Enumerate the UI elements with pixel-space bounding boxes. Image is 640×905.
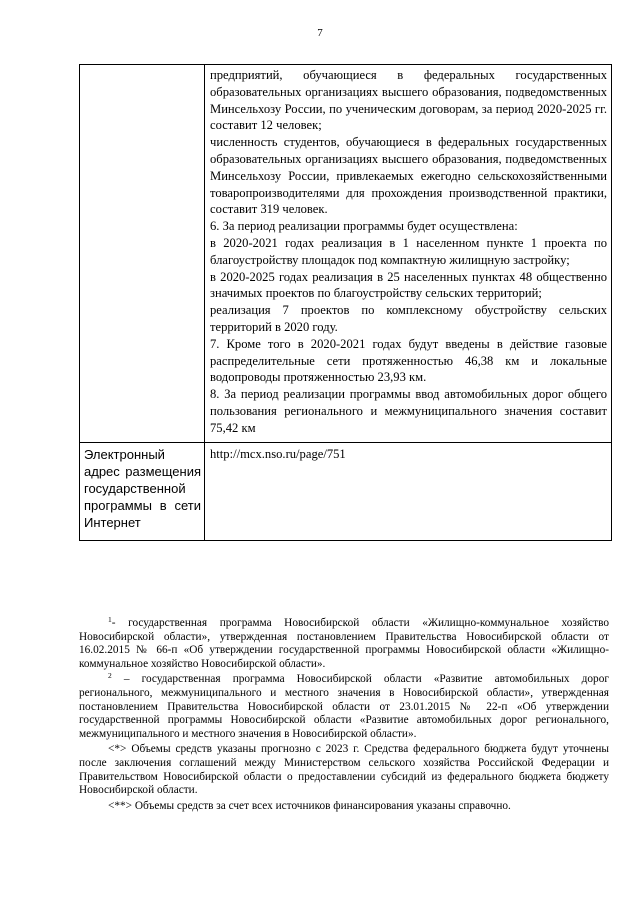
- footnote: [79, 673, 609, 741]
- table-row: [80, 65, 612, 443]
- footnote-text: <*> Объемы средств указаны прогнозно с 2023 г. Средства федерального бюджета будут уточнены после заключения соглашений между Министерством сельского хозяйства Российской Федерации и Правительством Новосибирской области о предоставлении субсидий из федерального бюджета бюджету Новосибирской области.: [79, 743, 609, 797]
- footnote: [79, 800, 609, 814]
- footnote-marker: 2: [108, 671, 112, 681]
- table-row: [80, 442, 612, 540]
- paragraph: 8. За период реализации программы ввод автомобильных дорог общего пользования регионального и межмуниципального значения составит 75,42 км: [210, 387, 607, 435]
- table-cell-content: [205, 442, 612, 540]
- row-label: [80, 65, 204, 72]
- paragraph: реализация 7 проектов по комплексному обустройству сельских территорий в 2020 году.: [210, 303, 607, 334]
- footnote-text: – государственная программа Новосибирской области «Развитие автомобильных дорог регионального, межмуниципального и местного значения в Новосибирской области», утвержденная постановлением Правительства Новосибирской области от 23.01.2015 № 22-п «Об утверждении государственной программы Новосибирской области «Развитие автомобильных дорог регионального, межмуниципального и местного значения в Новосибирской области».: [79, 673, 609, 740]
- program-url-link[interactable]: http://mcx.nso.ru/page/751: [210, 446, 346, 461]
- footnote-text: - государственная программа Новосибирской области «Жилищно-коммунальное хозяйство Новосибирской области», утвержденная постановлением Правительства Новосибирской области от 16.02.2015 № 66-п «Об утверждении государственной программы Новосибирской области «Жилищно-коммунальное хозяйство Новосибирской области».: [79, 617, 609, 670]
- page-number: 7: [317, 27, 323, 39]
- footnote: [79, 743, 609, 797]
- table-cell-content: [205, 65, 612, 443]
- row-label-web-address: Электронный адрес размещения государственной программы в сети Интернет: [84, 446, 201, 531]
- paragraph: 7. Кроме того в 2020-2021 годах будут введены в действие газовые распределительные сети протяженностью 46,38 км и локальные водопроводы протяженностью 23,93 км.: [210, 336, 607, 385]
- paragraph: 6. За период реализации программы будет осуществлена:: [210, 219, 518, 234]
- footnote: [79, 617, 609, 671]
- footnote-text: <**> Объемы средств за счет всех источников финансирования указаны справочно.: [108, 799, 511, 812]
- paragraph: в 2020-2021 годах реализация в 1 населенном пункте 1 проекта по благоустройству площадок под компактную жилищную застройку;: [210, 235, 607, 267]
- table-cell-label: [80, 65, 205, 443]
- expected-results-text: [205, 65, 611, 442]
- footnotes: [79, 617, 609, 815]
- paragraph: в 2020-2025 годах реализация в 25 населенных пунктах 48 общественно значимых проектов по благоустройству сельских территорий;: [210, 269, 607, 301]
- program-passport-table: [79, 64, 612, 541]
- table-cell-label: [80, 442, 205, 540]
- paragraph: численность студентов, обучающиеся в федеральных государственных образовательных организациях высшего образования, подведомственных Минсельхозу России, привлекаемых ежегодно сельскохозяйственными товаропроизводителями для прохождения производственной практики, составит 319 человек.: [210, 135, 607, 217]
- paragraph: предприятий, обучающиеся в федеральных государственных образовательных организациях высшего образования, подведомственных Минсельхозу России, по ученическим договорам, за период 2020-2025 гг. составит 12 человек;: [210, 68, 607, 133]
- footnote-marker: 1: [108, 615, 112, 624]
